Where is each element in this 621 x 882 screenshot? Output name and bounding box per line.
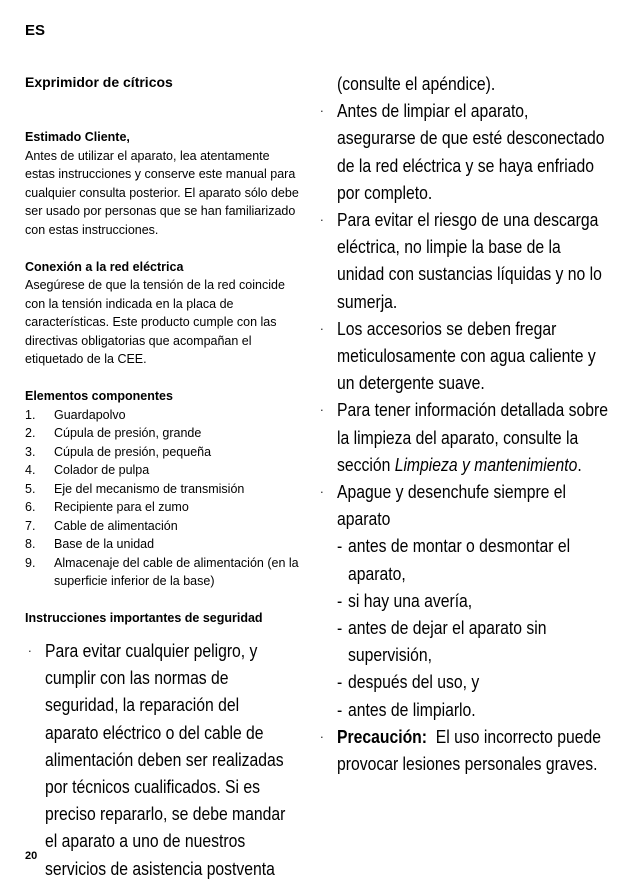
section-reference: Limpieza y mantenimiento bbox=[394, 453, 578, 475]
bullet-icon: · bbox=[320, 103, 324, 119]
list-item: · Para evitar cualquier peligro, y cumplir con las normas de seguridad, la reparación del aparato eléctrico o del cable de alimentación deben ser realizadas por técnicos cualificados. Si es preciso repararlo, se debe mandar el aparato a uno de nuestros servicios de asistencia postventa bbox=[28, 637, 297, 882]
list-item: 3. Cúpula de presión, pequeña bbox=[25, 444, 212, 459]
greeting-heading: Estimado Cliente, bbox=[25, 130, 130, 144]
sub-list-item: - después del uso, y bbox=[337, 671, 480, 693]
list-item: 8. Base de la unidad bbox=[25, 537, 155, 551]
safety-heading: Instrucciones importantes de seguridad bbox=[25, 611, 263, 625]
list-item: · Los accesorios se deben fregar meticulosamente con agua caliente y un detergente suave. bbox=[320, 315, 609, 397]
list-item: · Precaución: El uso incorrecto puede provocar lesiones personales graves. bbox=[320, 723, 609, 777]
list-item-continued: (consulte el apéndice). bbox=[337, 73, 496, 94]
sub-list-item: - si hay una avería, bbox=[337, 589, 473, 611]
sub-list-item: - antes de montar o desmontar el aparato, bbox=[337, 535, 571, 584]
list-item: 4. Colador de pulpa bbox=[25, 463, 150, 477]
page-number: 20 bbox=[25, 850, 38, 862]
connection-text: Asegúrese de que la tensión de la red coincide con la tensión indicada en la placa de características. Este producto cumple con las directivas obligatorias que acompañan el etiquetado de la CEE. bbox=[25, 278, 285, 366]
list-item: 7. Cable de alimentación bbox=[25, 518, 178, 533]
list-item: 6. Recipiente para el zumo bbox=[25, 500, 189, 514]
safety-list-left bbox=[28, 637, 297, 882]
page-title: Exprimidor de cítricos bbox=[25, 74, 173, 90]
sub-list-item: - antes de limpiarlo. bbox=[337, 698, 476, 720]
list-item: 9. Almacenaje del cable de alimentación (en la superficie inferior de la base) bbox=[25, 555, 299, 588]
language-code: ES bbox=[25, 22, 46, 39]
bullet-icon: · bbox=[320, 402, 324, 418]
bullet-icon: · bbox=[320, 320, 324, 336]
list-item: · Antes de limpiar el aparato, asegurarse de que esté desconectado de la red eléctrica y se haya enfriado por completo. bbox=[320, 97, 609, 206]
bullet-icon: · bbox=[320, 212, 324, 228]
bullet-icon: · bbox=[28, 643, 32, 658]
caution-label: Precaución: bbox=[337, 725, 428, 747]
list-item: 5. Eje del mecanismo de transmisión bbox=[25, 481, 245, 496]
bullet-icon: · bbox=[320, 728, 324, 744]
list-item: · Para tener información detallada sobre la limpieza del aparato, consulte la sección Limpieza y mantenimiento. bbox=[320, 396, 609, 478]
connection-heading: Conexión a la red eléctrica bbox=[25, 259, 184, 274]
sub-list-item: - antes de dejar el aparato sin supervisión, bbox=[337, 617, 547, 666]
bullet-icon: · bbox=[320, 484, 324, 500]
safety-list-right bbox=[320, 70, 609, 777]
list-item: · Apague y desenchufe siempre el aparato bbox=[320, 478, 609, 532]
list-item: · Para evitar el riesgo de una descarga eléctrica, no limpie la base de la unidad con sustancias líquidas y no lo sumerja. bbox=[320, 206, 609, 315]
greeting-text: Antes de utilizar el aparato, lea atentamente estas instrucciones y conserve este manual para cualquier consulta posterior. El aparato sólo debe ser usado por personas que se han familiarizado con estas instrucciones. bbox=[25, 148, 299, 237]
list-item: 2. Cúpula de presión, grande bbox=[25, 426, 202, 440]
components-heading: Elementos componentes bbox=[25, 389, 173, 403]
list-item: 1. Guardapolvo bbox=[25, 407, 126, 422]
left-column bbox=[25, 128, 301, 628]
components-list bbox=[25, 406, 301, 591]
